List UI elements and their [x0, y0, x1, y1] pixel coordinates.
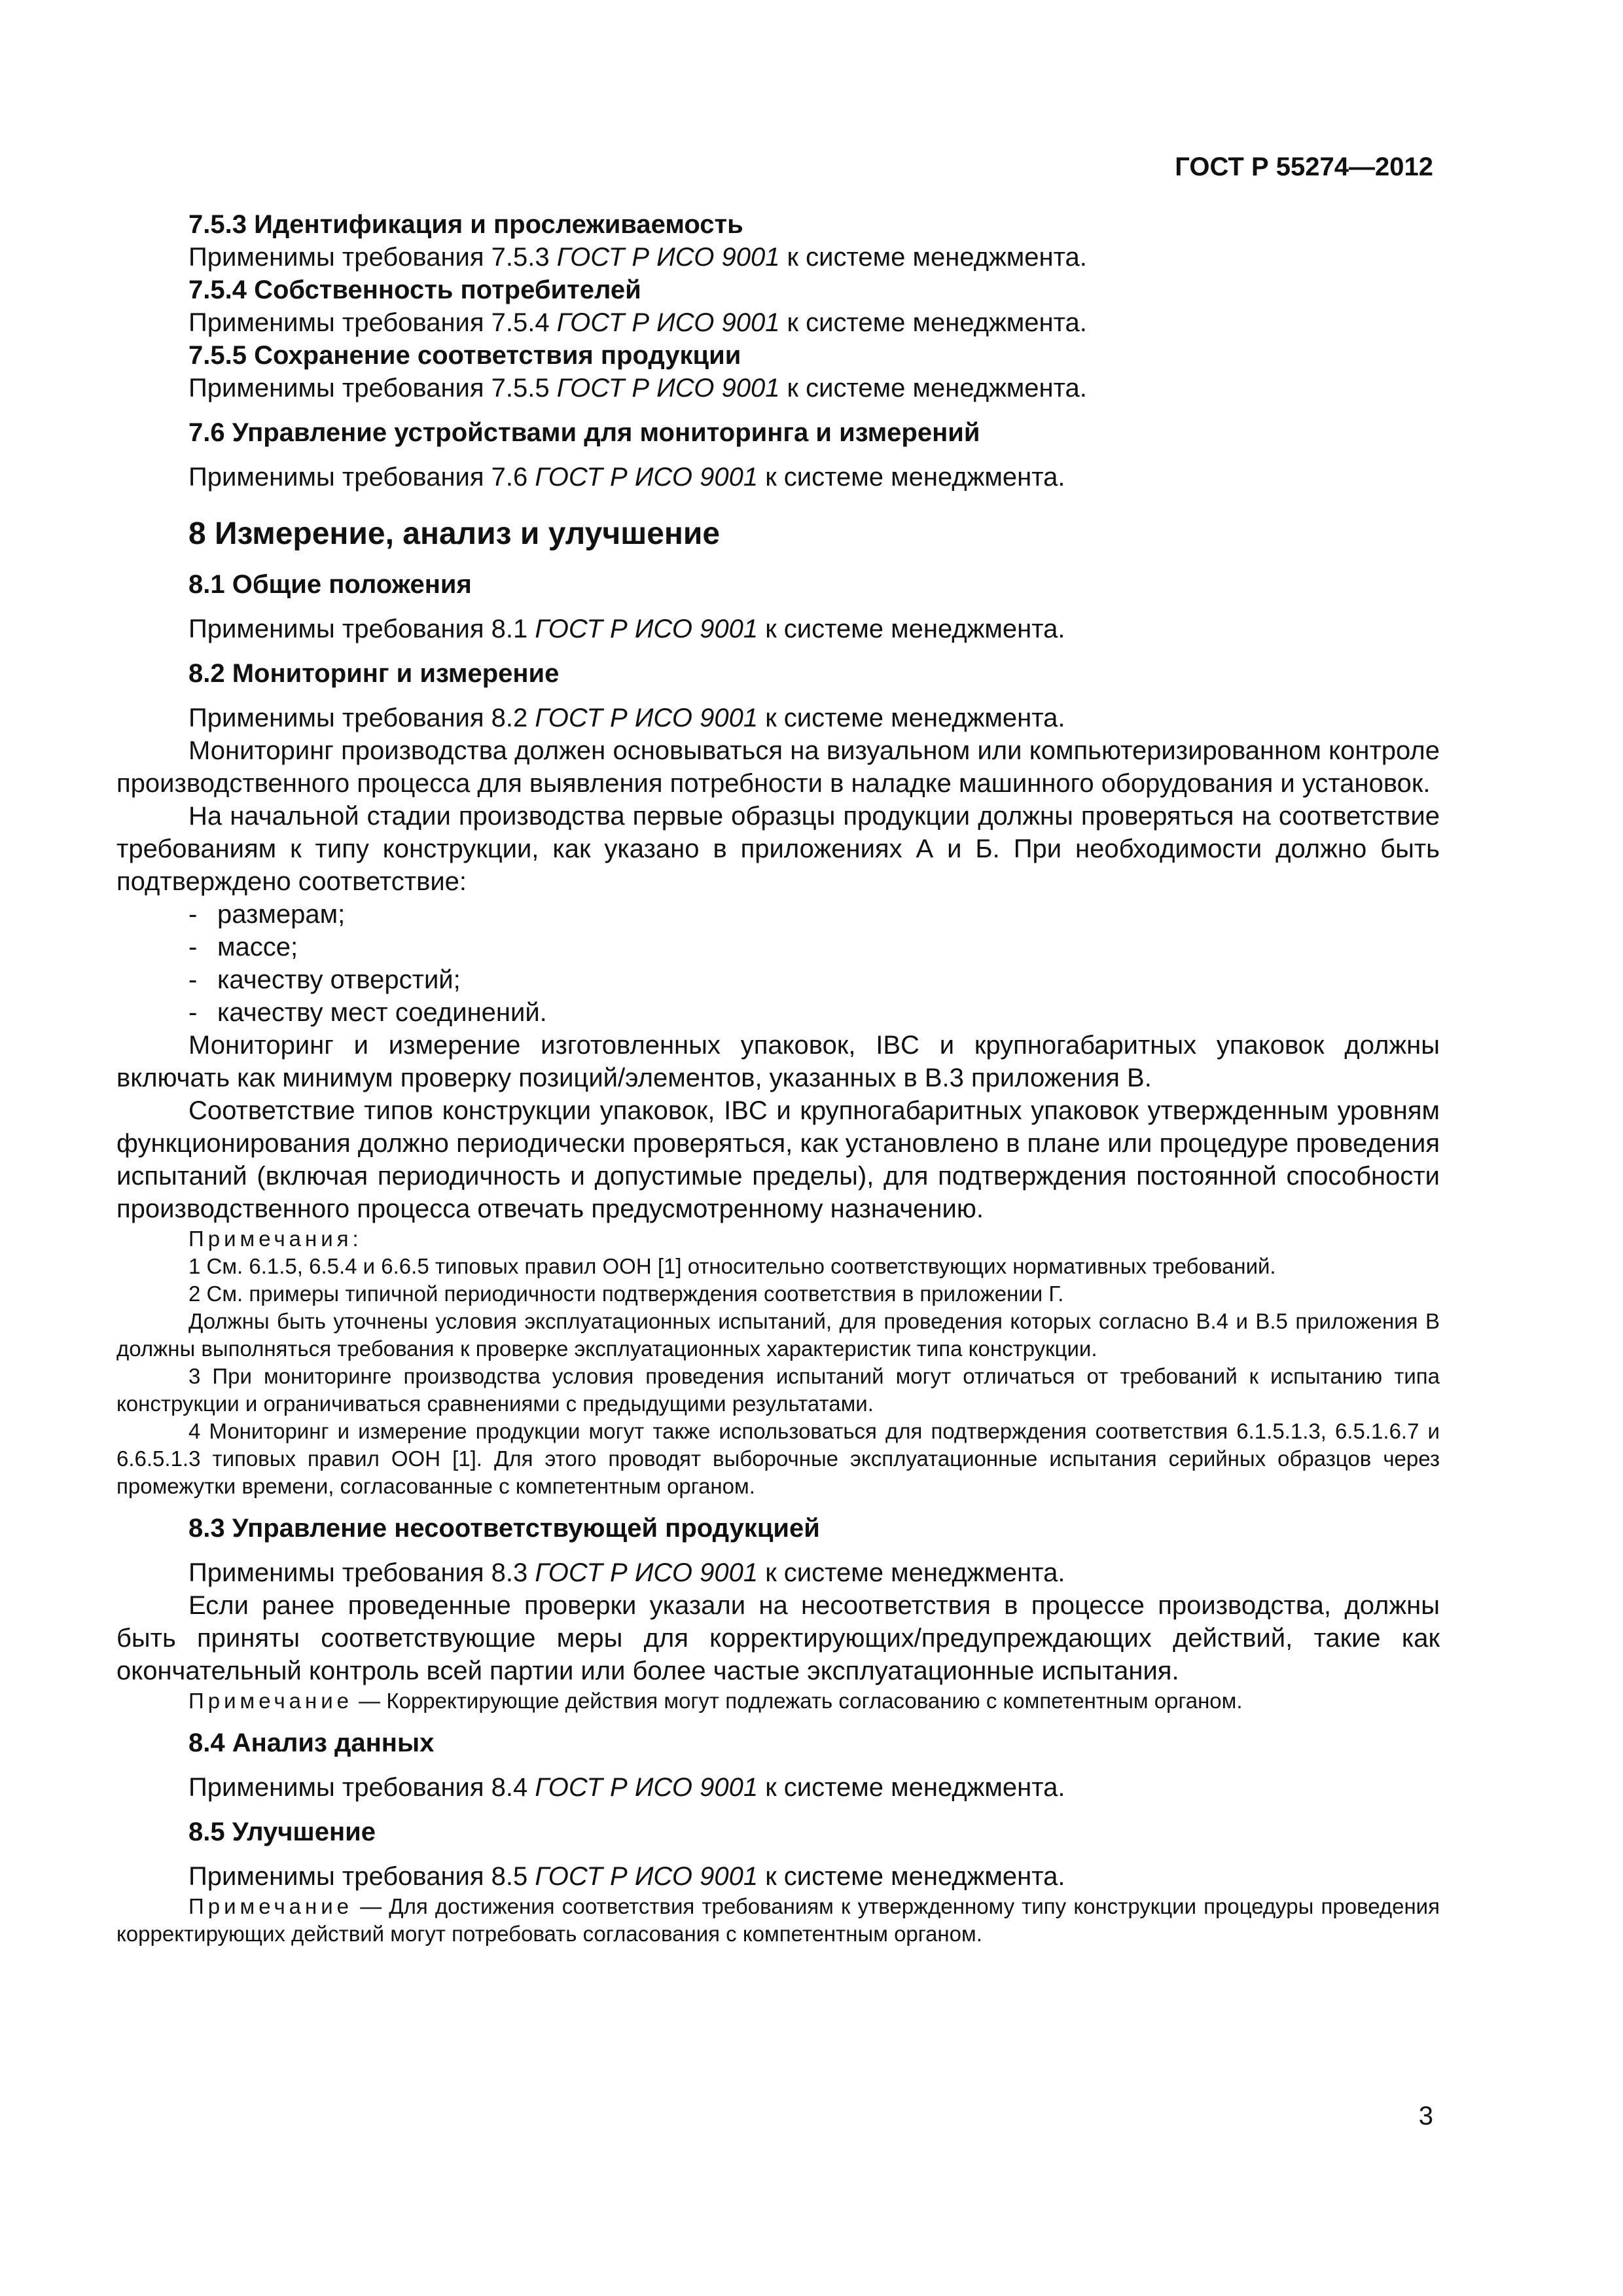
- note-item: 2 См. примеры типичной периодичности подтверждения соответствия в приложении Г.: [188, 1282, 1064, 1306]
- section-heading-8-3: 8.3 Управление несоответствующей продукцией: [188, 1514, 820, 1543]
- text: к системе менеджмента.: [758, 1773, 1065, 1802]
- page-content: [116, 208, 1440, 1948]
- note-label: Примечание: [188, 1689, 353, 1713]
- standard-reference: ГОСТ Р ИСО 9001: [556, 308, 780, 337]
- text: Применимы требования 8.5: [188, 1862, 535, 1891]
- page-number: 3: [1418, 2102, 1433, 2130]
- paragraph-7-5-5: [116, 372, 1440, 404]
- notes-label-text: Примечания:: [188, 1227, 363, 1251]
- section-heading-7-5-4: 7.5.4 Собственность потребителей: [188, 276, 641, 304]
- section-heading-7-6: 7.6 Управление устройствами для мониторинга и измерений: [188, 418, 980, 447]
- note-item: Должны быть уточнены условия эксплуатационных испытаний, для проведения которых согласно В.4 и В.5 приложения В должны выполняться требования к проверке эксплуатационных характеристик типа конструкции.: [116, 1309, 1440, 1361]
- list-item: [188, 963, 1440, 996]
- document-code-header: ГОСТ Р 55274—2012: [1175, 152, 1433, 181]
- paragraph-8-2-initial-stage: На начальной стадии производства первые образцы продукции должны проверяться на соответствие требованиям к типу конструкции, как указано в приложениях А и Б. При необходимости должно быть подтверждено соответствие:: [116, 802, 1440, 896]
- paragraph-8-3-measures: Если ранее проведенные проверки указали на несоответствия в процессе производства, должны быть приняты соответствующие меры для корректирующих/предупреждающих действий, такие как окончательный контроль всей партии или более частые эксплуатационные испытания.: [116, 1591, 1440, 1685]
- paragraph-8-2-conformity: Соответствие типов конструкции упаковок, IBC и крупногабаритных упаковок утвержденным уровням функционирования должно периодически проверяться, как установлено в плане или процедуре проведения испытаний (включая периодичность и допустимые пределы), для подтверждения постоянной способности производственного процесса отвечать предусмотренному назначению.: [116, 1096, 1440, 1223]
- standard-reference: ГОСТ Р ИСО 9001: [535, 615, 758, 643]
- section-heading-7-5-5: 7.5.5 Сохранение соответствия продукции: [188, 341, 741, 370]
- list-item-text: массе;: [217, 933, 298, 961]
- text: Применимы требования 8.1: [188, 615, 535, 643]
- list-item-text: качеству мест соединений.: [217, 998, 547, 1027]
- standard-reference: ГОСТ Р ИСО 9001: [556, 243, 780, 272]
- note-item: 3 При мониторинге производства условия проведения испытаний могут отличаться от требований к испытанию типа конструкции и ограничиваться сравнениями с предыдущими результатами.: [116, 1364, 1440, 1416]
- paragraph-8-4: [116, 1771, 1440, 1804]
- text: Применимы требования 7.5.3: [188, 243, 557, 272]
- text: Применимы требования 7.5.5: [188, 374, 557, 403]
- text: к системе менеджмента.: [758, 463, 1065, 492]
- text: Применимы требования 7.5.4: [188, 308, 557, 337]
- paragraph-8-2-packages: Мониторинг и измерение изготовленных упаковок, IBC и крупногабаритных упаковок должны включать как минимум проверку позиций/элементов, указанных в В.3 приложения В.: [116, 1031, 1440, 1092]
- text: к системе менеджмента.: [779, 308, 1087, 337]
- section-heading-8-1: 8.1 Общие положения: [188, 570, 472, 599]
- text: Применимы требования 8.4: [188, 1773, 535, 1802]
- paragraph-8-3-applicable: [116, 1556, 1440, 1589]
- text: к системе менеджмента.: [758, 1862, 1065, 1891]
- note-text: — Корректирующие действия могут подлежать согласованию с компетентным органом.: [353, 1689, 1243, 1713]
- standard-reference: ГОСТ Р ИСО 9001: [535, 1862, 758, 1891]
- paragraph-7-5-4: [116, 306, 1440, 339]
- text: Применимы требования 8.2: [188, 704, 535, 732]
- standard-reference: ГОСТ Р ИСО 9001: [556, 374, 780, 403]
- standard-reference: ГОСТ Р ИСО 9001: [535, 1773, 758, 1802]
- note-item: 1 См. 6.1.5, 6.5.4 и 6.6.5 типовых правил ООН [1] относительно соответствующих нормативных требований.: [188, 1254, 1276, 1278]
- note-text: — Для достижения соответствия требованиям к утвержденному типу конструкции процедуры проведения корректирующих действий могут потребовать согласования с компетентным органом.: [116, 1894, 1440, 1946]
- list-dash: -: [188, 965, 198, 994]
- section-heading-8-4: 8.4 Анализ данных: [188, 1729, 435, 1757]
- note-item: 4 Мониторинг и измерение продукции могут также использоваться для подтверждения соответствия 6.1.5.1.3, 6.5.1.6.7 и 6.6.5.1.3 типовых правил ООН [1]. Для этого проводят выборочные эксплуатационные испытания серийных образцов через промежутки времени, согласованные с компетентным органом.: [116, 1419, 1440, 1498]
- text: к системе менеджмента.: [779, 374, 1087, 403]
- text: к системе менеджмента.: [758, 704, 1065, 732]
- note-label: Примечание: [188, 1894, 353, 1918]
- text: к системе менеджмента.: [758, 615, 1065, 643]
- paragraph-8-1: [116, 613, 1440, 645]
- section-heading-7-5-3: 7.5.3 Идентификация и прослеживаемость: [188, 210, 743, 239]
- standard-reference: ГОСТ Р ИСО 9001: [535, 463, 758, 492]
- list-item: [188, 931, 1440, 963]
- paragraph-7-5-3: [116, 241, 1440, 274]
- text: Применимы требования 7.6: [188, 463, 535, 492]
- notes-label: [116, 1225, 1440, 1253]
- paragraph-8-5: [116, 1860, 1440, 1893]
- text: Применимы требования 8.3: [188, 1558, 535, 1587]
- paragraph-8-2-applicable: [116, 702, 1440, 734]
- note-8-3: [116, 1687, 1440, 1715]
- list-dash: -: [188, 933, 198, 961]
- text: к системе менеджмента.: [758, 1558, 1065, 1587]
- section-heading-8-5: 8.5 Улучшение: [188, 1818, 376, 1846]
- paragraph-8-2-monitoring: Мониторинг производства должен основываться на визуальном или компьютеризированном контроле производственного процесса для выявления потребности в наладке машинного оборудования и установок.: [116, 736, 1440, 798]
- list-item: [188, 898, 1440, 931]
- list-item-text: размерам;: [217, 900, 346, 929]
- paragraph-7-6: [116, 461, 1440, 493]
- list-dash: -: [188, 900, 198, 929]
- section-heading-8-2: 8.2 Мониторинг и измерение: [188, 659, 560, 688]
- list-item: [188, 996, 1440, 1029]
- text: к системе менеджмента.: [779, 243, 1087, 272]
- note-8-5: [116, 1893, 1440, 1948]
- standard-reference: ГОСТ Р ИСО 9001: [535, 1558, 758, 1587]
- chapter-heading-8: 8 Измерение, анализ и улучшение: [188, 516, 721, 551]
- list-dash: -: [188, 998, 198, 1027]
- list-item-text: качеству отверстий;: [217, 965, 461, 994]
- standard-reference: ГОСТ Р ИСО 9001: [535, 704, 758, 732]
